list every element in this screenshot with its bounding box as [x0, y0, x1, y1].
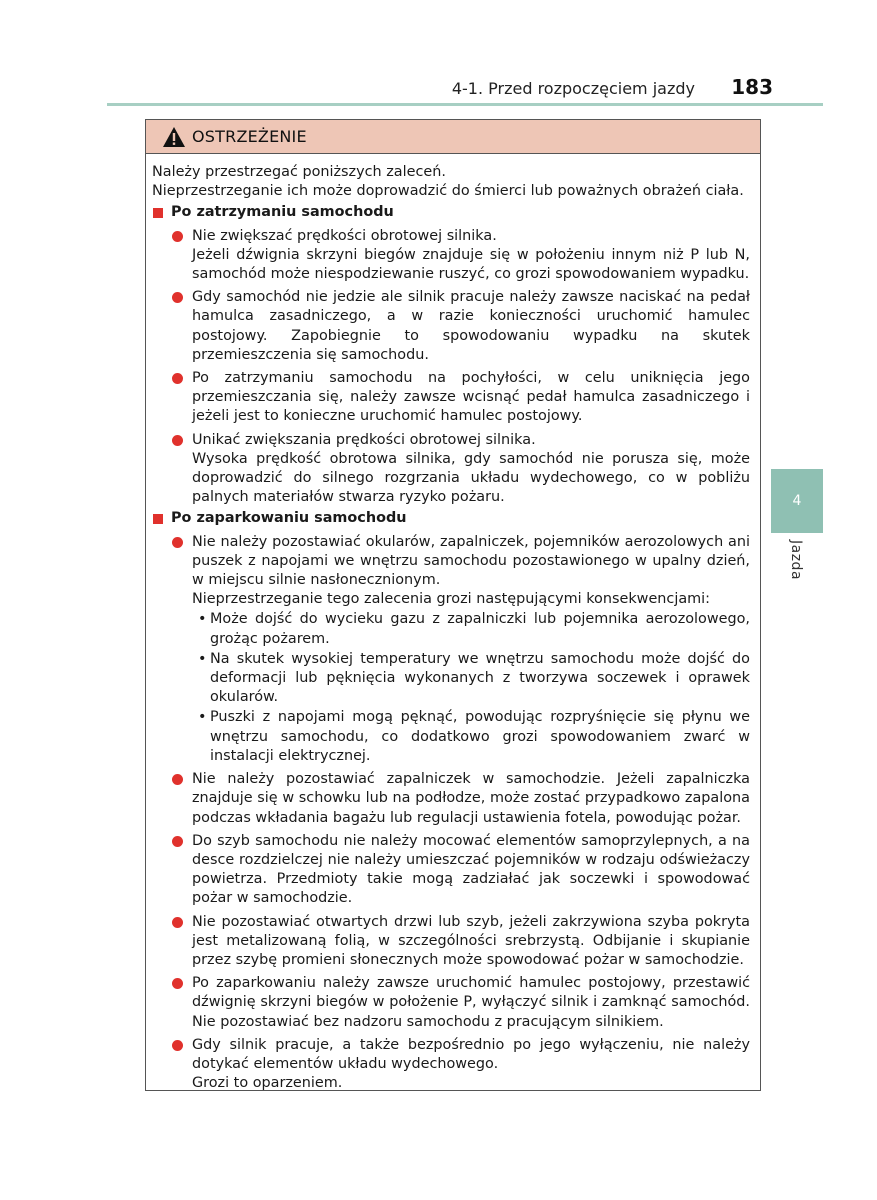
section-title: 4-1. Przed rozpoczęciem jazdy	[451, 79, 695, 98]
intro-line: Nieprzestrzeganie ich może doprowadzić do śmierci lub poważnych obrażeń ciała.	[152, 183, 744, 200]
warning-header	[146, 120, 760, 154]
section-heading-text: Po zaparkowaniu samochodu	[171, 510, 407, 527]
bullet-text: Jeżeli dźwignia skrzyni biegów znajduje się w położeniu innym niż P lub N, samochód może niespodziewanie ruszyć, co grozi spowodowaniem wypadku.	[192, 246, 750, 283]
warning-bullet	[152, 227, 750, 285]
sub-item	[152, 610, 750, 648]
section-heading	[152, 509, 750, 528]
warning-bullet	[152, 431, 750, 508]
warning-bullet	[152, 974, 750, 1032]
sub-item	[152, 708, 750, 766]
warning-box	[145, 119, 761, 1091]
red-square-icon	[153, 208, 163, 218]
warning-bullet	[152, 1036, 750, 1094]
bullet-text: Unikać zwiększania prędkości obrotowej silnika.	[192, 431, 536, 448]
bullet-text: Po zatrzymaniu samochodu na pochyłości, w celu uniknięcia jego przemieszczania się, należy zawsze wcisnąć pedał hamulca zasadniczego i jeżeli jest to konieczne uruchomić hamulec postojowy.	[192, 370, 750, 425]
bullet-text: Nie zwiększać prędkości obrotowej silnika.	[192, 227, 497, 244]
intro	[152, 163, 750, 201]
header-rule	[107, 103, 823, 106]
sub-item	[152, 650, 750, 708]
bullet-text: Gdy samochód nie jedzie ale silnik pracuje należy zawsze naciskać na pedał hamulca zasadniczego, a w razie konieczności uruchomić hamulec postojowy. Zapobiegnie to spowodowaniu wypadku na skutek przemieszczenia się samochodu.	[192, 289, 750, 363]
bullet-text: Do szyb samochodu nie należy mocować elementów samoprzylepnych, a na desce rozdzielczej nie należy umieszczać pojemników w rodzaju odświeżaczy powietrza. Przedmioty takie mogą zadziałać jak soczewki i spowodować pożar w samochodzie.	[192, 832, 750, 907]
warning-bullet	[152, 832, 750, 909]
sub-item-text: Puszki z napojami mogą pęknąć, powodując rozpryśnięcie się płynu we wnętrzu samochodu, co dodatkowo grozi spowodowaniem zwarć w instalacji elektrycznej.	[210, 709, 750, 764]
chapter-tab	[771, 469, 823, 533]
warning-title: OSTRZEŻENIE	[192, 127, 307, 146]
sections	[152, 203, 750, 1093]
warning-triangle-icon	[162, 126, 186, 148]
bullet-text: Nie należy pozostawiać zapalniczek w samochodzie. Jeżeli zapalniczka znajduje się w schowku lub na podłodze, może zostać przypadkowo zapalona podczas wkładania bagażu lub regulacji ustawienia fotela, powodując pożar.	[192, 771, 750, 826]
chapter-label	[784, 540, 808, 600]
page-number: 183	[731, 75, 773, 99]
small-bullet-icon: •	[198, 709, 207, 726]
warning-bullet	[152, 770, 750, 828]
intro-line: Należy przestrzegać poniższych zaleceń.	[152, 164, 446, 180]
chapter-label-text: Jazda	[788, 540, 804, 581]
bullet-text: Po zaparkowaniu należy zawsze uruchomić hamulec postojowy, przestawić dźwignię skrzyni biegów w położenie P, wyłączyć silnik i zamknąć samochód. Nie pozostawiać bez nadzoru samochodu z pracującym silnikiem.	[192, 975, 750, 1030]
sub-item-text: Może dojść do wycieku gazu z zapalniczki lub pojemnika aerozolowego, grożąc pożarem.	[210, 611, 750, 647]
section-heading	[152, 203, 750, 222]
small-bullet-icon: •	[198, 611, 207, 628]
warning-bullet	[152, 913, 750, 971]
warning-bullet	[152, 533, 750, 766]
bullet-text: Wysoka prędkość obrotowa silnika, gdy samochód nie porusza się, może doprowadzić do silnego rozgrzania układu wydechowego, co w pobliżu palnych materiałów stwarza ryzyko pożaru.	[192, 450, 750, 506]
bullet-text: Nieprzestrzeganie tego zalecenia grozi następującymi konsekwencjami:	[192, 591, 711, 608]
section-heading-text: Po zatrzymaniu samochodu	[171, 204, 394, 221]
bullet-text: Nie pozostawiać otwartych drzwi lub szyb, jeżeli zakrzywiona szyba pokryta jest metalizowaną folią, w szczególności srebrzystą. Odbijanie i skupianie przez szybę promieni słonecznych może spowodować pożar w samochodzie.	[192, 913, 750, 968]
bullet-text: Grozi to oparzeniem.	[192, 1075, 343, 1092]
bullet-text: Gdy silnik pracuje, a także bezpośrednio po jego wyłączeniu, nie należy dotykać elementów układu wydechowego.	[192, 1036, 750, 1072]
warning-content	[146, 154, 760, 1093]
red-square-icon	[153, 514, 163, 524]
sub-item-text: Na skutek wysokiej temperatury we wnętrzu samochodu może dojść do deformacji lub pęknięcia wykonanych z tworzywa soczewek i oprawek okularów.	[210, 650, 750, 706]
small-bullet-icon: •	[198, 650, 207, 667]
warning-bullet	[152, 288, 750, 365]
warning-bullet	[152, 369, 750, 427]
bullet-text: Nie należy pozostawiać okularów, zapalniczek, pojemników aerozolowych ani puszek z napojami we wnętrzu samochodu pozostawionego w upalny dzień, w miejscu silnie nasłonecznionym.	[192, 533, 750, 589]
chapter-number: 4	[792, 493, 802, 509]
